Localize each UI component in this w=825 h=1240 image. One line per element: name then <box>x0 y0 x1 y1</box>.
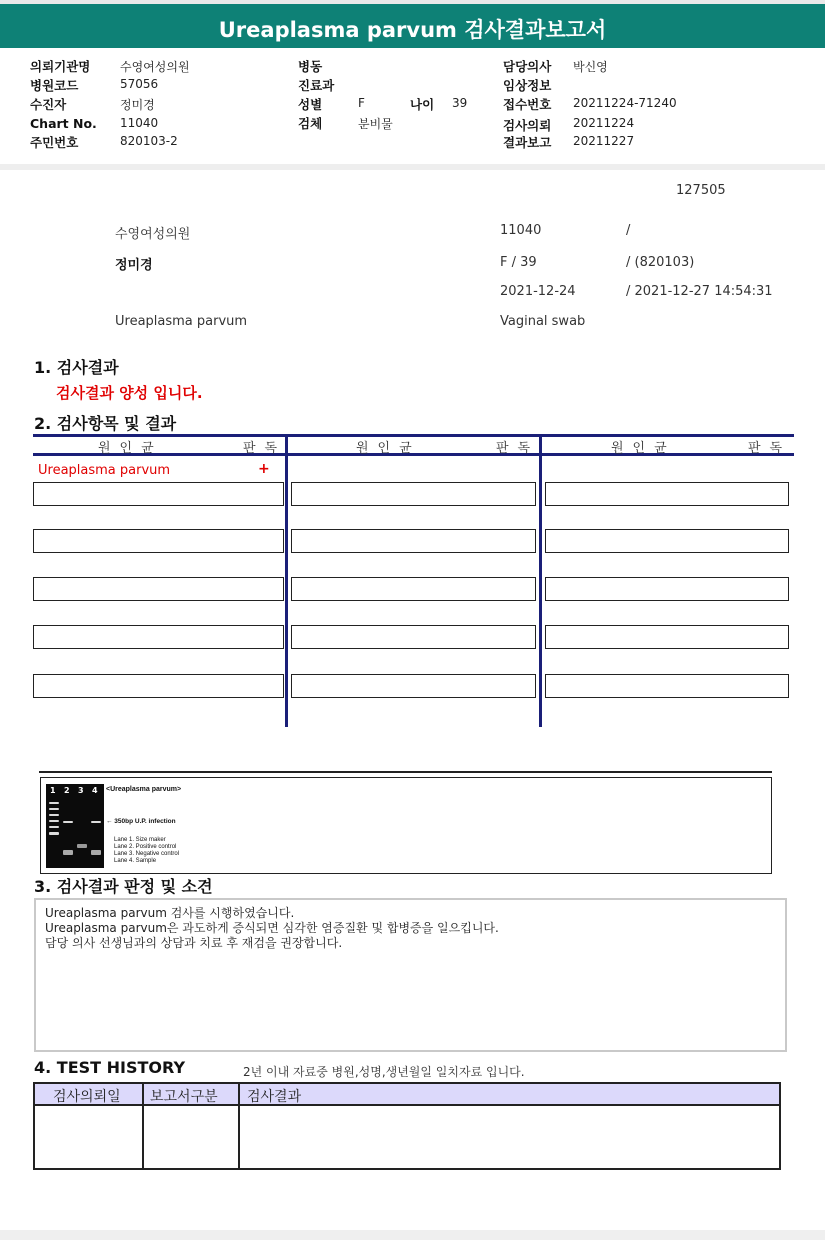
doctor-value: 박신영 <box>573 60 608 74</box>
institution-value: 수영여성의원 <box>120 60 190 74</box>
gel-title: <Ureaplasma parvum> <box>106 786 182 793</box>
gel-band <box>77 844 87 848</box>
gel-band <box>91 850 101 855</box>
col1-pathogen-header: 원인균 <box>98 441 163 456</box>
opinion-line: 담당 의사 선생님과의 상담과 치료 후 재검을 권장합니다. <box>45 936 343 950</box>
gel-band <box>63 850 73 855</box>
result-box <box>33 577 284 601</box>
specimen-label: 검체 <box>298 116 323 131</box>
gel-legend-item: Lane 2. Positive control <box>114 844 177 850</box>
request-label: 검사의뢰 <box>503 118 552 133</box>
result-box <box>33 529 284 553</box>
age-value: 39 <box>452 96 468 110</box>
result-box <box>291 625 536 649</box>
section2-title: 2. 검사항목 및 결과 <box>34 414 177 433</box>
history-column-divider <box>238 1084 240 1168</box>
age-label: 나이 <box>410 97 435 112</box>
ward-label: 병동 <box>298 59 323 74</box>
summary-specimen: Vaginal swab <box>500 314 586 329</box>
grid-divider-1 <box>285 434 288 727</box>
summary-report-datetime: / 2021-12-27 14:54:31 <box>626 284 773 299</box>
result-box <box>291 529 536 553</box>
section1-title: 1. 검사결과 <box>34 358 119 377</box>
gel-band <box>49 820 59 822</box>
history-col-result: 검사결과 <box>247 1089 302 1105</box>
doctor-label: 담당의사 <box>503 59 552 74</box>
gel-legend-item: Lane 3. Negative control <box>114 851 180 857</box>
result-summary: 검사결과 양성 입니다. <box>56 384 203 402</box>
history-table <box>33 1082 781 1170</box>
gel-band <box>49 814 59 816</box>
document-number: 127505 <box>676 183 726 198</box>
report-value: 20211227 <box>573 134 635 148</box>
result-box <box>291 674 536 698</box>
lane-number: 2 <box>64 786 70 795</box>
institution-label: 의뢰기관명 <box>30 59 91 74</box>
request-value: 20211224 <box>573 116 635 130</box>
gel-band <box>49 826 59 828</box>
gel-electrophoresis-image <box>46 784 104 868</box>
gel-band-label: ← 350bp U.P. infection <box>106 818 176 825</box>
chart-value: 11040 <box>120 116 159 130</box>
summary-request-date: 2021-12-24 <box>500 284 576 299</box>
result-box <box>545 482 789 506</box>
history-table-header <box>35 1084 779 1106</box>
section3-title: 3. 검사결과 판정 및 소견 <box>34 877 213 896</box>
resident-label: 주민번호 <box>30 135 79 150</box>
opinion-line: Ureaplasma parvum은 과도하게 증식되면 심각한 염증질환 및 합병증을 일으킵니다. <box>45 921 499 935</box>
resident-value: 820103-2 <box>120 134 178 148</box>
footer-strip <box>0 1230 825 1240</box>
gel-legend-item: Lane 1. Size maker <box>114 837 166 843</box>
lane-number: 4 <box>92 786 98 795</box>
col2-pathogen-header: 원인균 <box>356 441 421 456</box>
clinical-label: 임상정보 <box>503 78 552 93</box>
summary-slash: / <box>626 223 631 238</box>
result-box <box>33 482 284 506</box>
summary-sex-age: F / 39 <box>500 255 537 270</box>
specimen-value: 분비물 <box>358 117 393 131</box>
lane-number: 1 <box>50 786 56 795</box>
opinion-box <box>34 898 787 1052</box>
grid-divider-2 <box>539 434 542 727</box>
lane-number: 3 <box>78 786 84 795</box>
col3-reading-header: 판독 <box>748 441 792 456</box>
col1-reading-header: 판독 <box>243 441 287 456</box>
result-box <box>33 625 284 649</box>
chart-label: Chart No. <box>30 116 97 131</box>
summary-chart-no: 11040 <box>500 223 542 238</box>
gel-band <box>49 808 59 810</box>
sex-value: F <box>358 96 365 110</box>
history-column-divider <box>142 1084 144 1168</box>
hospital-code-label: 병원코드 <box>30 78 79 93</box>
result-box <box>291 482 536 506</box>
receipt-label: 접수번호 <box>503 97 552 112</box>
history-note: 2년 이내 자료중 병원,성명,생년월일 일치자료 입니다. <box>243 1065 525 1079</box>
summary-test: Ureaplasma parvum <box>115 314 248 329</box>
result-box <box>33 674 284 698</box>
opinion-line: Ureaplasma parvum 검사를 시행하였습니다. <box>45 906 295 920</box>
result-box <box>291 577 536 601</box>
gel-band <box>49 802 59 804</box>
col3-pathogen-header: 원인균 <box>611 441 676 456</box>
patient-value: 정미경 <box>120 98 155 112</box>
result-box <box>545 625 789 649</box>
section4-title: 4. TEST HISTORY <box>34 1058 186 1077</box>
patient-label: 수진자 <box>30 97 67 112</box>
history-col-report-type: 보고서구분 <box>150 1089 218 1105</box>
gel-legend-item: Lane 4. Sample <box>114 858 157 864</box>
gel-band <box>91 821 101 823</box>
summary-institution: 수영여성의원 <box>115 227 191 242</box>
col2-reading-header: 판독 <box>496 441 540 456</box>
hospital-code-value: 57056 <box>120 77 159 91</box>
result-pathogen-name: Ureaplasma parvum <box>38 463 171 478</box>
report-title: Ureaplasma parvum 검사결과보고서 <box>218 18 607 42</box>
result-box <box>545 529 789 553</box>
sex-label: 성별 <box>298 97 323 112</box>
result-box <box>545 674 789 698</box>
summary-birth: / (820103) <box>626 255 695 270</box>
gel-band <box>49 832 59 835</box>
report-label: 결과보고 <box>503 135 552 150</box>
gel-separator-line <box>39 771 772 773</box>
result-box <box>545 577 789 601</box>
history-col-request-date: 검사의뢰일 <box>53 1089 121 1105</box>
gel-band <box>63 821 73 823</box>
summary-name: 정미경 <box>115 258 153 273</box>
result-pathogen-value: + <box>258 461 270 477</box>
dept-label: 진료과 <box>298 78 335 93</box>
receipt-value: 20211224-71240 <box>573 96 677 110</box>
